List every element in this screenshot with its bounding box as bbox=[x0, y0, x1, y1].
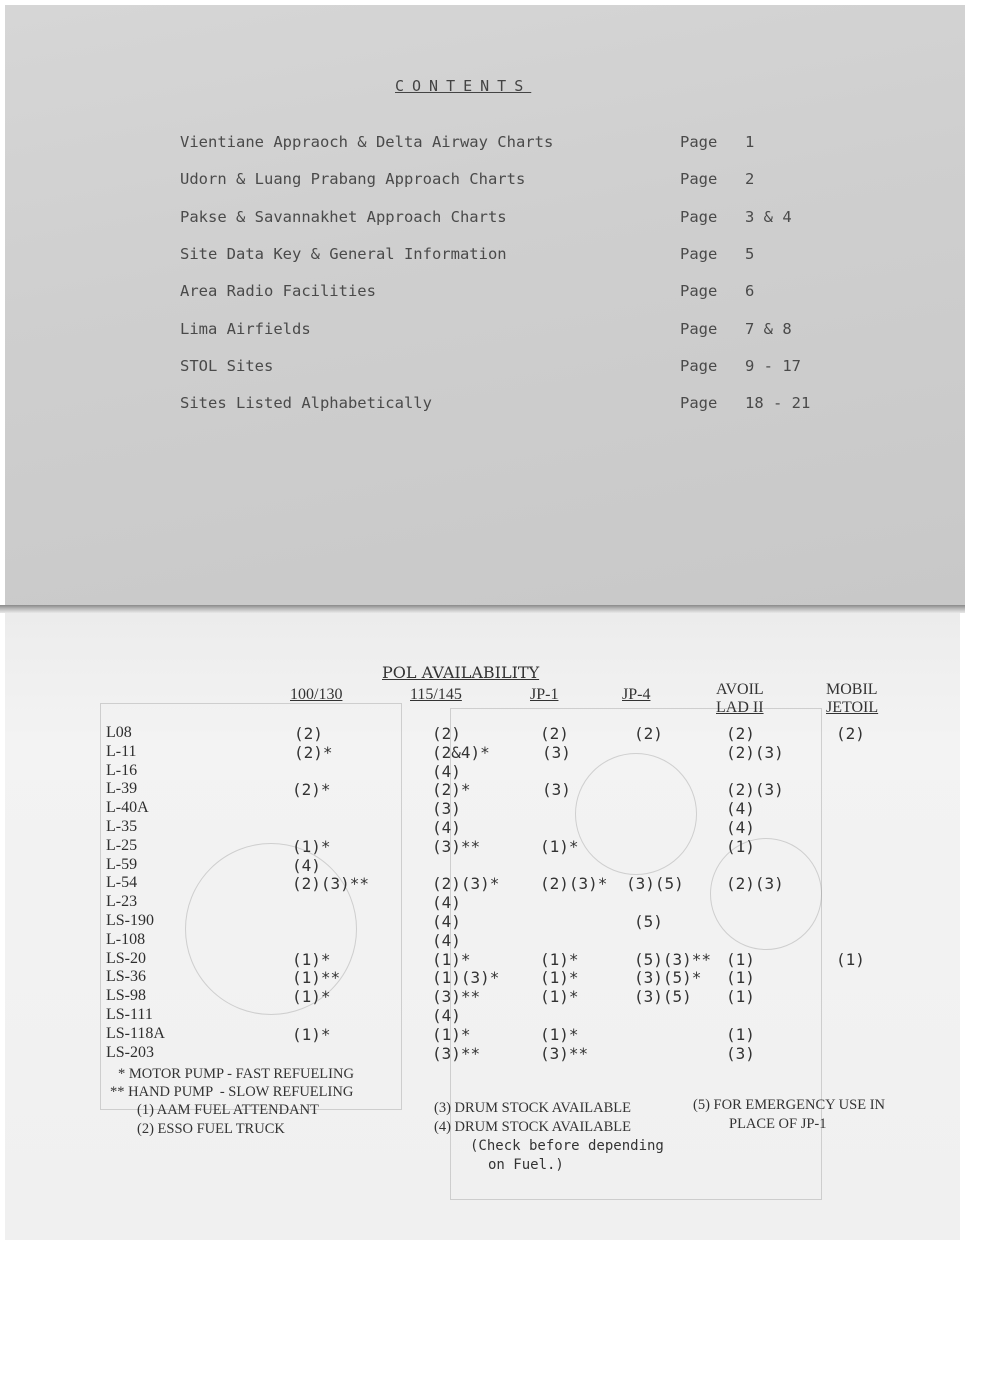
pol-cell-c115: (4) bbox=[432, 818, 461, 837]
site-id: L-16 bbox=[106, 761, 138, 779]
pol-cell-c115: (4) bbox=[432, 893, 461, 913]
site-id: L-59 bbox=[106, 855, 138, 873]
note-hand-pump: ** HAND PUMP - SLOW REFUELING bbox=[110, 1084, 354, 1100]
toc-entry bbox=[180, 170, 860, 192]
toc-entry-title: Pakse & Savannakhet Approach Charts bbox=[180, 207, 507, 226]
pol-cell-mobil: (1) bbox=[836, 949, 865, 969]
site-id: L-25 bbox=[106, 836, 138, 854]
toc-page-number: 2 bbox=[745, 170, 755, 189]
pol-cell-c115: (3)** bbox=[432, 987, 481, 1007]
note-4: (4) DRUM STOCK AVAILABLE bbox=[434, 1119, 631, 1135]
ghost-circle-2 bbox=[575, 753, 697, 875]
pol-cell-jp1: (2)(3)* bbox=[540, 874, 608, 894]
toc-page-label: Page bbox=[680, 394, 718, 413]
site-id: LS-98 bbox=[106, 987, 146, 1005]
note-2: (2) ESSO FUEL TRUCK bbox=[137, 1121, 285, 1137]
col-header-line1: AVOIL bbox=[716, 681, 764, 698]
site-id: L-40A bbox=[106, 799, 149, 817]
pol-cell-jp4: (5) bbox=[634, 912, 663, 931]
pol-cell-c115: (4) bbox=[432, 912, 461, 931]
page-fold bbox=[0, 605, 965, 613]
note-3: (3) DRUM STOCK AVAILABLE bbox=[434, 1100, 631, 1116]
pol-cell-jp1: (1)* bbox=[540, 836, 579, 856]
toc-page-number: 6 bbox=[745, 282, 755, 301]
col-header-line2: JP-1 bbox=[530, 686, 559, 703]
toc-entry bbox=[180, 208, 860, 230]
toc-page-label: Page bbox=[680, 133, 718, 151]
pol-cell-avoil: (2)(3) bbox=[726, 780, 784, 800]
note-motor-pump: * MOTOR PUMP - FAST REFUELING bbox=[118, 1066, 354, 1082]
pol-cell-jp4: (2) bbox=[634, 724, 663, 743]
pol-cell-jp1: (3) bbox=[542, 780, 571, 800]
pol-cell-c115: (2)* bbox=[432, 780, 471, 800]
site-id: L08 bbox=[106, 724, 132, 741]
pol-cell-jp1: (1)* bbox=[540, 987, 579, 1007]
pol-cell-avoil: (2) bbox=[726, 724, 755, 743]
pol-cell-jp4: (3)(5) bbox=[626, 874, 684, 894]
note-4-detail: (Check before depending bbox=[470, 1138, 664, 1154]
site-id: L-108 bbox=[106, 930, 146, 948]
col-header-jp4 bbox=[622, 686, 650, 704]
pol-cell-c100: (2) bbox=[294, 724, 323, 743]
pol-cell-jp1: (1)* bbox=[540, 1024, 579, 1044]
site-id: LS-36 bbox=[106, 968, 146, 986]
toc-entry-title: Area Radio Facilities bbox=[180, 282, 376, 301]
pol-cell-jp4: (3)(5)* bbox=[634, 968, 702, 988]
note-5-detail: PLACE OF JP-1 bbox=[729, 1116, 827, 1132]
pol-cell-avoil: (4) bbox=[726, 799, 755, 819]
toc-page-number: 5 bbox=[745, 244, 755, 263]
site-id: LS-20 bbox=[106, 949, 146, 967]
pol-cell-c100: (2)(3)** bbox=[292, 874, 370, 894]
toc-entry bbox=[180, 133, 860, 155]
toc-page-label: Page bbox=[680, 282, 718, 301]
toc-page-number: 3 & 4 bbox=[745, 207, 792, 226]
pol-cell-c115: (4) bbox=[432, 761, 461, 781]
site-id: L-54 bbox=[106, 874, 138, 892]
toc-page-label: Page bbox=[680, 170, 718, 189]
toc-page-label: Page bbox=[680, 244, 718, 263]
pol-cell-c115: (4) bbox=[432, 930, 461, 950]
pol-cell-c115: (2) bbox=[432, 724, 461, 743]
pol-cell-avoil: (2)(3) bbox=[726, 742, 784, 762]
col-header-line2: JETOIL bbox=[826, 699, 879, 716]
pol-cell-c100: (1)* bbox=[292, 1024, 331, 1044]
pol-cell-jp4: (3)(5) bbox=[634, 987, 692, 1007]
pol-cell-c115: (3)** bbox=[432, 836, 481, 856]
site-id: LS-190 bbox=[106, 912, 154, 929]
toc-page-label: Page bbox=[680, 356, 718, 375]
pol-cell-avoil: (1) bbox=[726, 949, 755, 969]
toc-entry-title: Sites Listed Alphabetically bbox=[180, 394, 432, 413]
col-header-jp1 bbox=[530, 686, 558, 704]
pol-cell-avoil: (2)(3) bbox=[726, 874, 784, 894]
pol-cell-c115: (2)(3)* bbox=[432, 874, 500, 894]
pol-cell-c115: (4) bbox=[432, 1006, 461, 1025]
pol-cell-c100: (1)* bbox=[292, 836, 331, 856]
site-id: LS-111 bbox=[106, 1006, 153, 1023]
toc-entry-title: Udorn & Luang Prabang Approach Charts bbox=[180, 170, 526, 189]
pol-cell-avoil: (4) bbox=[726, 818, 755, 837]
pol-cell-jp1: (1)* bbox=[540, 949, 579, 969]
site-id: L-39 bbox=[106, 780, 138, 798]
toc-page-number: 9 - 17 bbox=[745, 356, 801, 375]
pol-cell-avoil: (1) bbox=[726, 1024, 755, 1044]
pol-cell-avoil: (1) bbox=[726, 987, 755, 1007]
pol-cell-jp1: (2) bbox=[540, 724, 569, 743]
pol-cell-c115: (1)* bbox=[432, 1024, 471, 1044]
pol-cell-c115: (3) bbox=[432, 799, 461, 819]
col-header-100-130 bbox=[290, 686, 342, 704]
pol-cell-c100: (2)* bbox=[294, 742, 333, 762]
note-5: (5) FOR EMERGENCY USE IN bbox=[693, 1097, 885, 1113]
toc-page-label: Page bbox=[680, 319, 718, 338]
site-id: LS-118A bbox=[106, 1024, 165, 1042]
pol-cell-c100: (1)** bbox=[292, 968, 341, 988]
toc-entry bbox=[180, 394, 860, 416]
contents-title: CONTENTS bbox=[395, 77, 532, 95]
toc-entry bbox=[180, 320, 860, 342]
note-4-detail-2: on Fuel.) bbox=[488, 1157, 564, 1173]
col-header-line1: MOBIL bbox=[826, 681, 878, 698]
toc-entry-title: Vientiane Appraoch & Delta Airway Charts bbox=[180, 133, 554, 151]
col-header-line2: JP-4 bbox=[622, 686, 651, 703]
toc-entry bbox=[180, 245, 860, 267]
toc-entry-title: Site Data Key & General Information bbox=[180, 244, 507, 263]
site-id: L-11 bbox=[106, 742, 137, 760]
site-id: LS-203 bbox=[106, 1043, 154, 1061]
pol-cell-c115: (1)* bbox=[432, 949, 471, 969]
col-header-line2: LAD II bbox=[716, 699, 764, 716]
toc-entry-title: Lima Airfields bbox=[180, 319, 311, 338]
pol-title: POL AVAILABILITY bbox=[382, 663, 540, 682]
toc-page-number: 18 - 21 bbox=[745, 394, 811, 413]
pol-cell-jp1: (3) bbox=[542, 742, 571, 762]
pol-cell-c100: (4) bbox=[292, 855, 321, 875]
toc-page-label: Page bbox=[680, 207, 718, 226]
site-id: L-35 bbox=[106, 818, 138, 835]
contents-sheet bbox=[5, 5, 965, 610]
pol-cell-jp1: (3)** bbox=[540, 1043, 589, 1063]
toc-entry-title: STOL Sites bbox=[180, 356, 274, 375]
toc-entry bbox=[180, 282, 860, 304]
pol-cell-avoil: (1) bbox=[726, 836, 755, 856]
pol-cell-c115: (3)** bbox=[432, 1043, 481, 1063]
pol-cell-c100: (1)* bbox=[292, 949, 331, 969]
pol-cell-c100: (1)* bbox=[292, 987, 331, 1007]
col-header-115-145 bbox=[410, 686, 462, 704]
col-header-line2: 100/130 bbox=[290, 686, 343, 703]
pol-cell-avoil: (3) bbox=[726, 1043, 755, 1063]
col-header-line2: 115/145 bbox=[410, 686, 462, 703]
toc-entry bbox=[180, 357, 860, 379]
pol-cell-avoil: (1) bbox=[726, 968, 755, 988]
site-id: L-23 bbox=[106, 893, 138, 911]
pol-cell-jp1: (1)* bbox=[540, 968, 579, 988]
col-header-mobil bbox=[826, 681, 878, 717]
ghost-circle bbox=[185, 843, 357, 1015]
pol-cell-c115: (2&4)* bbox=[432, 742, 490, 762]
toc-page-number: 1 bbox=[745, 133, 755, 151]
col-header-avoil bbox=[716, 681, 764, 717]
pol-cell-mobil: (2) bbox=[836, 724, 865, 743]
toc-page-number: 7 & 8 bbox=[745, 319, 792, 338]
pol-cell-c100: (2)* bbox=[292, 780, 331, 800]
pol-cell-jp4: (5)(3)** bbox=[634, 949, 712, 969]
pol-cell-c115: (1)(3)* bbox=[432, 968, 500, 988]
note-1: (1) AAM FUEL ATTENDANT bbox=[137, 1102, 319, 1118]
